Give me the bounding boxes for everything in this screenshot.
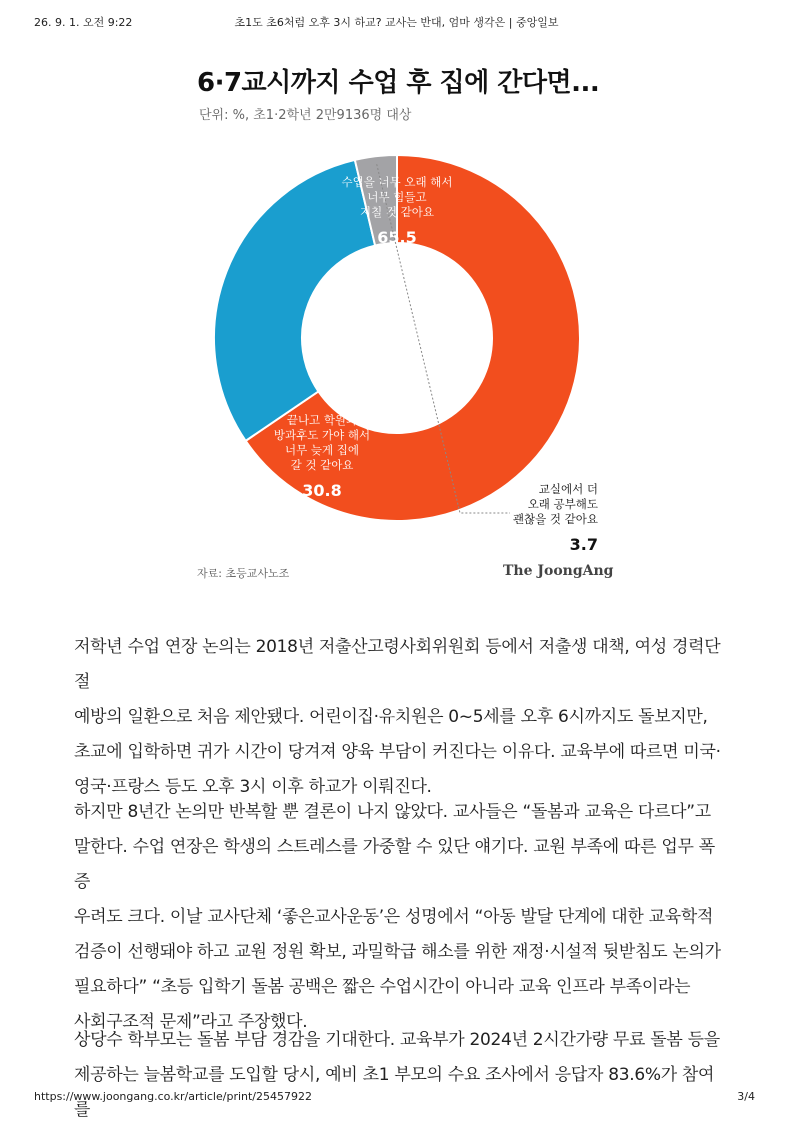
slice-value-label: 3.7 [569,535,598,554]
article-line: 제공하는 늘봄학교를 도입할 당시, 예비 초1 부모의 수요 조사에서 응답자 83.6%가 참여를 [74,1065,715,1120]
slice-value-label: 30.8 [302,481,342,500]
article-line: 저학년 수업 연장 논의는 2018년 저출산고령사회위원회 등에서 저출생 대책, 여성 경력단절 [74,637,721,692]
slice-label-group [513,482,598,554]
print-date: 26. 9. 1. 오전 9:22 [34,16,133,29]
article-paragraph-3 [74,1023,724,1128]
slice-category-label: 방과후도 가야 해서 [273,428,371,442]
slice-category-label: 너무 늦게 집에 [285,443,359,457]
slice-category-label: 수업을 너무 오래 해서 [341,175,453,189]
slice-category-label: 오래 공부해도 [527,497,598,511]
article-line: 하지만 8년간 논의만 반복할 뿐 결론이 나지 않았다. 교사들은 “돌봄과 교육은 다르다”고 [74,802,711,822]
article-line: 필요하다” “초등 입학기 돌봄 공백은 짧은 수업시간이 아니라 교육 인프라 부족이라는 [74,977,691,997]
article-line: 영국·프랑스 등도 오후 3시 이후 하교가 이뤄진다. [74,777,432,797]
brand-logo: The JoongAng [503,563,614,579]
article-paragraph-1 [74,630,724,805]
chart-title: 6·7교시까지 수업 후 집에 간다면... [197,68,600,98]
slice-category-label: 끝나고 학원과 [286,413,358,427]
article-line: 말한다. 수업 연장은 학생의 스트레스를 가중할 수 있단 얘기다. 교원 부족에 따른 업무 폭증 [74,837,715,892]
slice-category-label: 너무 힘들고 [367,190,427,204]
article-line: 우려도 크다. 이날 교사단체 ‘좋은교사운동’은 성명에서 “아동 발달 단계에 대한 교육학적 [74,907,714,927]
slice-late [214,160,375,441]
page-number: 3/4 [737,1090,755,1103]
slice-category-label: 갈 것 같아요 [290,458,354,472]
slice-category-label: 교실에서 더 [538,482,598,496]
print-page-title: 초1도 초6처럼 오후 3시 하교? 교사는 반대, 엄마 생각은 | 중앙일보 [234,16,559,29]
slice-value-label: 65.5 [377,228,417,247]
slice-category-label: 괜찮을 것 같아요 [512,512,598,526]
chart-source: 자료: 초등교사노조 [197,567,290,580]
slice-category-label: 지칠 것 같아요 [360,205,434,219]
article-line: 예방의 일환으로 처음 제안됐다. 어린이집·유치원은 0~5세를 오후 6시까지도 돌보지만, [74,707,708,727]
article-line: 사회구조적 문제”라고 주장했다. [74,1012,308,1032]
chart-subtitle: 단위: %, 초1·2학년 2만9136명 대상 [199,108,412,123]
article-line: 상당수 학부모는 돌봄 부담 경감을 기대한다. 교육부가 2024년 2시간가량 무료 돌봄 등을 [74,1030,720,1050]
article-paragraph-2 [74,795,724,1040]
article-line: 검증이 선행돼야 하고 교원 정원 확보, 과밀학급 해소를 위한 재정·시설적 뒷받침도 논의가 [74,942,721,962]
article-line: 초교에 입학하면 귀가 시간이 당겨져 양육 부담이 커진다는 이유다. 교육부에 따르면 미국· [74,742,721,762]
article-url: https://www.joongang.co.kr/article/print/25457922 [34,1090,312,1103]
